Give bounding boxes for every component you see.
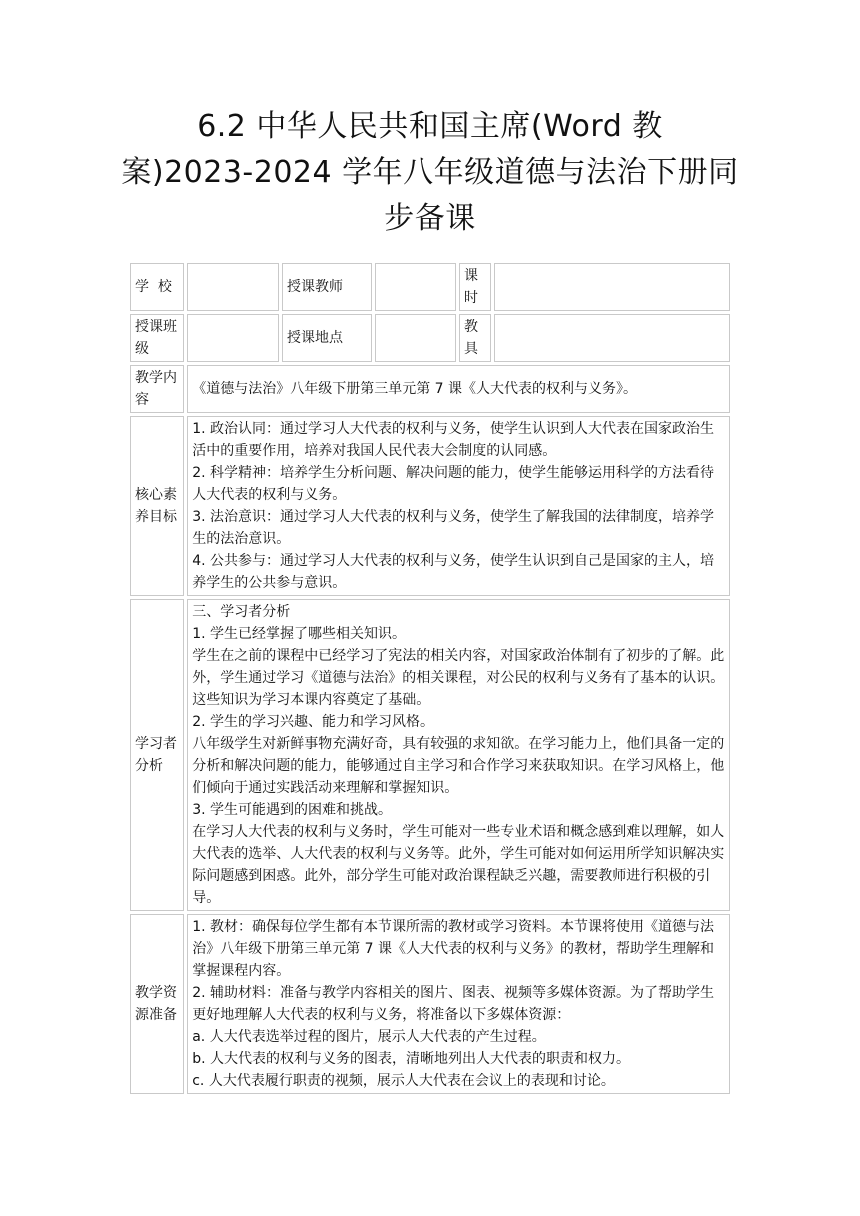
table-row bbox=[130, 914, 730, 1094]
table-row bbox=[130, 416, 730, 596]
learner-item: 三、学习者分析 bbox=[192, 604, 291, 620]
document-title bbox=[110, 104, 750, 242]
goal-item: 4. 公共参与：通过学习人大代表的权利与义务，使学生认识到自己是国家的主人，培养学生的公共参与意识。 bbox=[192, 553, 715, 591]
school-label: 学 校 bbox=[130, 263, 184, 311]
goal-item: 1. 政治认同：通过学习人大代表的权利与义务，使学生认识到人大代表在国家政治生活中的重要作用，培养对我国人民代表大会制度的认同感。 bbox=[192, 421, 715, 459]
tools-value bbox=[494, 314, 730, 362]
content-text: 《道德与法治》八年级下册第三单元第 7 课《人大代表的权利与义务》。 bbox=[187, 365, 730, 413]
school-value bbox=[187, 263, 279, 311]
place-label: 授课地点 bbox=[282, 314, 372, 362]
goal-item: 2. 科学精神：培养学生分析问题、解决问题的能力，使学生能够运用科学的方法看待人大代表的权利与义务。 bbox=[192, 465, 715, 503]
resource-item: 1. 教材：确保每位学生都有本节课所需的教材或学习资料。本节课将使用《道德与法治》八年级下册第三单元第 7 课《人大代表的权利与义务》的教材，帮助学生理解和掌握课程内容。 bbox=[192, 919, 715, 979]
teacher-value bbox=[375, 263, 456, 311]
lesson-plan-table bbox=[127, 260, 733, 1097]
title-line-2: 案)2023-2024 学年八年级道德与法治下册同 bbox=[121, 155, 739, 190]
goal-item: 3. 法治意识：通过学习人大代表的权利与义务，使学生了解我国的法律制度，培养学生的法治意识。 bbox=[192, 509, 715, 547]
title-line-1: 6.2 中华人民共和国主席(Word 教 bbox=[197, 109, 663, 144]
resource-item: b. 人大代表的权利与义务的图表，清晰地列出人大代表的职责和权力。 bbox=[192, 1051, 631, 1067]
class-value bbox=[187, 314, 279, 362]
learner-item: 2. 学生的学习兴趣、能力和学习风格。 bbox=[192, 714, 435, 730]
table-row bbox=[130, 365, 730, 413]
learner-item: 八年级学生对新鲜事物充满好奇，具有较强的求知欲。在学习能力上，他们具备一定的分析和解决问题的能力，能够通过自主学习和合作学习来获取知识。在学习风格上，他们倾向于通过实践活动来理解和掌握知识。 bbox=[192, 736, 725, 796]
table-row bbox=[130, 599, 730, 911]
resource-item: a. 人大代表选举过程的图片，展示人大代表的产生过程。 bbox=[192, 1029, 546, 1045]
goals-content bbox=[187, 416, 730, 596]
teacher-label: 授课教师 bbox=[282, 263, 372, 311]
content-label: 教学内容 bbox=[130, 365, 184, 413]
resource-item: c. 人大代表履行职责的视频，展示人大代表在会议上的表现和讨论。 bbox=[192, 1073, 615, 1089]
resources-label: 教学资源准备 bbox=[130, 914, 184, 1094]
place-value bbox=[375, 314, 456, 362]
hours-label: 课时 bbox=[459, 263, 491, 311]
learners-content bbox=[187, 599, 730, 911]
learners-label: 学习者分析 bbox=[130, 599, 184, 911]
goals-label: 核心素养目标 bbox=[130, 416, 184, 596]
tools-label: 教具 bbox=[459, 314, 491, 362]
class-label: 授课班级 bbox=[130, 314, 184, 362]
learner-item: 3. 学生可能遇到的困难和挑战。 bbox=[192, 802, 393, 818]
table-row bbox=[130, 314, 730, 362]
learner-item: 1. 学生已经掌握了哪些相关知识。 bbox=[192, 626, 407, 642]
title-line-3: 步备课 bbox=[384, 201, 476, 236]
resources-content bbox=[187, 914, 730, 1094]
learner-item: 在学习人大代表的权利与义务时，学生可能对一些专业术语和概念感到难以理解，如人大代表的选举、人大代表的权利与义务等。此外，学生可能对如何运用所学知识解决实际问题感到困惑。此外，部分学生可能对政治课程缺乏兴趣，需要教师进行积极的引导。 bbox=[192, 824, 725, 906]
resource-item: 2. 辅助材料：准备与教学内容相关的图片、图表、视频等多媒体资源。为了帮助学生更好地理解人大代表的权利与义务，将准备以下多媒体资源： bbox=[192, 985, 715, 1023]
table-row bbox=[130, 263, 730, 311]
learner-item: 学生在之前的课程中已经学习了宪法的相关内容，对国家政治体制有了初步的了解。此外，学生通过学习《道德与法治》的相关课程，对公民的权利与义务有了基本的认识。这些知识为学习本课内容奠定了基础。 bbox=[192, 648, 725, 708]
hours-value bbox=[494, 263, 730, 311]
